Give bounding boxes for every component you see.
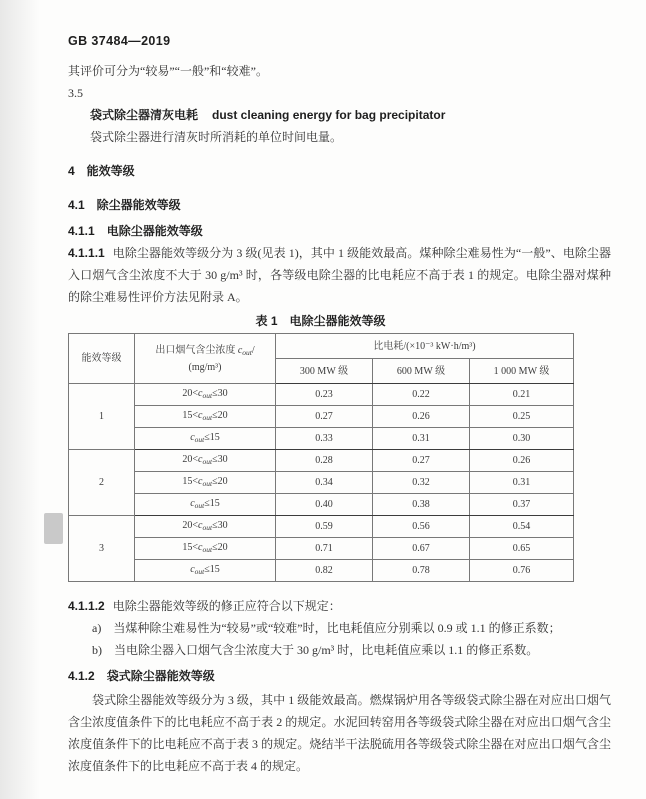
value-cell: 0.76 [470,560,574,582]
range-post: ≤30 [212,388,228,399]
table-row [69,472,574,494]
range-var: c [198,454,203,465]
range-sub: out [202,545,213,554]
range-cell [135,450,276,472]
range-cell [135,538,276,560]
range-post: ≤30 [212,520,228,531]
range-post: ≤20 [212,410,228,421]
range-cell [135,384,276,406]
range-pre: 20< [182,454,199,465]
range-sub: out [202,479,213,488]
table-row [69,406,574,428]
range-sub: out [194,435,205,444]
term-english: dust cleaning energy for bag precipitator [212,108,446,122]
header-col-1000mw: 1 000 MW 级 [470,359,574,384]
value-cell: 0.27 [373,450,470,472]
table-row [69,384,574,406]
conc-sub: out [242,347,252,357]
heading-4: 4 能效等级 [68,164,135,178]
value-cell: 0.59 [276,516,373,538]
value-cell: 0.22 [373,384,470,406]
range-var: c [198,476,203,487]
range-var: c [198,410,203,421]
range-pre: 15< [182,542,199,553]
value-cell: 0.33 [276,428,373,450]
range-cell [135,516,276,538]
table-1-energy-efficiency [68,333,574,582]
value-cell: 0.31 [373,428,470,450]
value-cell: 0.56 [373,516,470,538]
value-cell: 0.67 [373,538,470,560]
range-pre: 15< [182,476,199,487]
range-sub: out [202,523,213,532]
range-post: ≤15 [204,564,220,575]
list-item-a [68,617,611,639]
value-cell: 0.26 [470,450,574,472]
table-row [69,450,574,472]
range-pre: 20< [182,388,199,399]
value-cell: 0.78 [373,560,470,582]
grade-cell: 1 [69,384,135,450]
value-cell: 0.25 [470,406,574,428]
conc-pre: 出口烟气含尘浓度 [155,344,238,356]
range-pre: 20< [182,520,199,531]
value-cell: 0.32 [373,472,470,494]
range-var: c [190,498,195,509]
value-cell: 0.21 [470,384,574,406]
range-sub: out [202,413,213,422]
range-var: c [198,388,203,399]
term-definition: 袋式除尘器进行清灰时所消耗的单位时间电量。 [90,130,343,144]
range-cell [135,406,276,428]
conc-post: / [251,344,255,356]
table-row [69,538,574,560]
heading-4-1-2: 4.1.2 袋式除尘器能效等级 [68,669,215,683]
value-cell: 0.23 [276,384,373,406]
paragraph-number: 4.1.1.1 [68,246,105,260]
range-post: ≤20 [212,542,228,553]
concentration-unit: (mg/m³) [188,361,222,373]
range-pre: 15< [182,410,199,421]
list-text: 当电除尘器入口烟气含尘浓度大于 30 g/m³ 时，比电耗值应乘以 1.1 的修正系数。 [114,643,539,657]
standard-number-header: GB 37484—2019 [68,34,171,48]
paragraph-4-1-1-2 [68,595,611,617]
header-grade: 能效等级 [69,334,135,384]
range-cell [135,560,276,582]
value-cell: 0.34 [276,472,373,494]
range-post: ≤15 [204,498,220,509]
range-sub: out [194,501,205,510]
value-cell: 0.27 [276,406,373,428]
header-col-600mw: 600 MW 级 [373,359,470,384]
header-specific-power: 比电耗/(×10⁻³ kW·h/m³) [276,334,574,359]
value-cell: 0.28 [276,450,373,472]
term-chinese: 袋式除尘器清灰电耗 [90,108,199,122]
page-content [68,34,611,777]
range-cell [135,472,276,494]
table-row [69,428,574,450]
range-sub: out [202,391,213,400]
concentration-label [155,345,254,356]
table-row [69,516,574,538]
heading-4-1-1: 4.1.1 电除尘器能效等级 [68,224,203,238]
paragraph-4-1-2: 袋式除尘器能效等级分为 3 级，其中 1 级能效最高。燃煤锅炉用各等级袋式除尘器在对应出口烟气含尘浓度值条件下的比电耗应不高于表 2 的规定。水泥回转窑用各等级袋式除尘器在对应出口烟气含尘浓度值条件下的比电耗应不高于表 3 的规定。烧结半干法脱硫用各等级袋式除尘器在对应出口烟气含尘浓度值条件下的比电耗应不高于表 4 的规定。 [68,693,611,773]
list-item-b [68,639,611,661]
list-marker: a) [92,621,102,635]
value-cell: 0.38 [373,494,470,516]
heading-4-1: 4.1 除尘器能效等级 [68,198,181,212]
scan-artifact [44,513,63,544]
table-caption-title: 电除尘器能效等级 [289,314,386,328]
range-var: c [198,542,203,553]
value-cell: 0.65 [470,538,574,560]
range-var: c [190,564,195,575]
table-1-caption [68,310,573,332]
list-text: 当煤种除尘难易性为“较易”或“较难”时，比电耗值应分别乘以 0.9 或 1.1 的修正系数； [113,621,561,635]
value-cell: 0.82 [276,560,373,582]
range-var: c [198,520,203,531]
range-post: ≤30 [212,454,228,465]
value-cell: 0.71 [276,538,373,560]
range-sub: out [202,457,213,466]
table-header-row-1 [69,334,574,359]
value-cell: 0.26 [373,406,470,428]
value-cell: 0.37 [470,494,574,516]
paragraph-text: 电除尘器能效等级分为 3 级(见表 1)，其中 1 级能效最高。煤种除尘难易性为“一般”、电除尘器入口烟气含尘浓度不大于 30 g/m³ 时，各等级电除尘器的比电耗应不高于表 1 的规定。电除尘器对煤种的除尘难易性评价方法见附录 A。 [68,246,611,304]
term-entry [68,104,611,126]
table-caption-number: 表 1 [255,314,278,328]
paragraph-4-1-1-1 [68,242,611,308]
list-marker: b) [92,643,102,657]
table-row [69,494,574,516]
table-row [69,560,574,582]
value-cell: 0.31 [470,472,574,494]
header-concentration [135,334,276,384]
evaluation-note: 其评价可分为“较易”“一般”和“较难”。 [68,64,268,78]
range-post: ≤15 [204,432,220,443]
range-post: ≤20 [212,476,228,487]
value-cell: 0.40 [276,494,373,516]
value-cell: 0.54 [470,516,574,538]
conc-var: c [237,344,243,356]
range-var: c [190,432,195,443]
range-cell [135,428,276,450]
header-col-300mw: 300 MW 级 [276,359,373,384]
paragraph-text: 电除尘器能效等级的修正应符合以下规定： [112,599,341,613]
grade-cell: 2 [69,450,135,516]
grade-cell: 3 [69,516,135,582]
clause-3-5-number: 3.5 [68,86,83,100]
paragraph-number: 4.1.1.2 [68,599,105,613]
scan-edge-shading [0,0,40,799]
value-cell: 0.30 [470,428,574,450]
range-cell [135,494,276,516]
range-sub: out [194,567,205,576]
